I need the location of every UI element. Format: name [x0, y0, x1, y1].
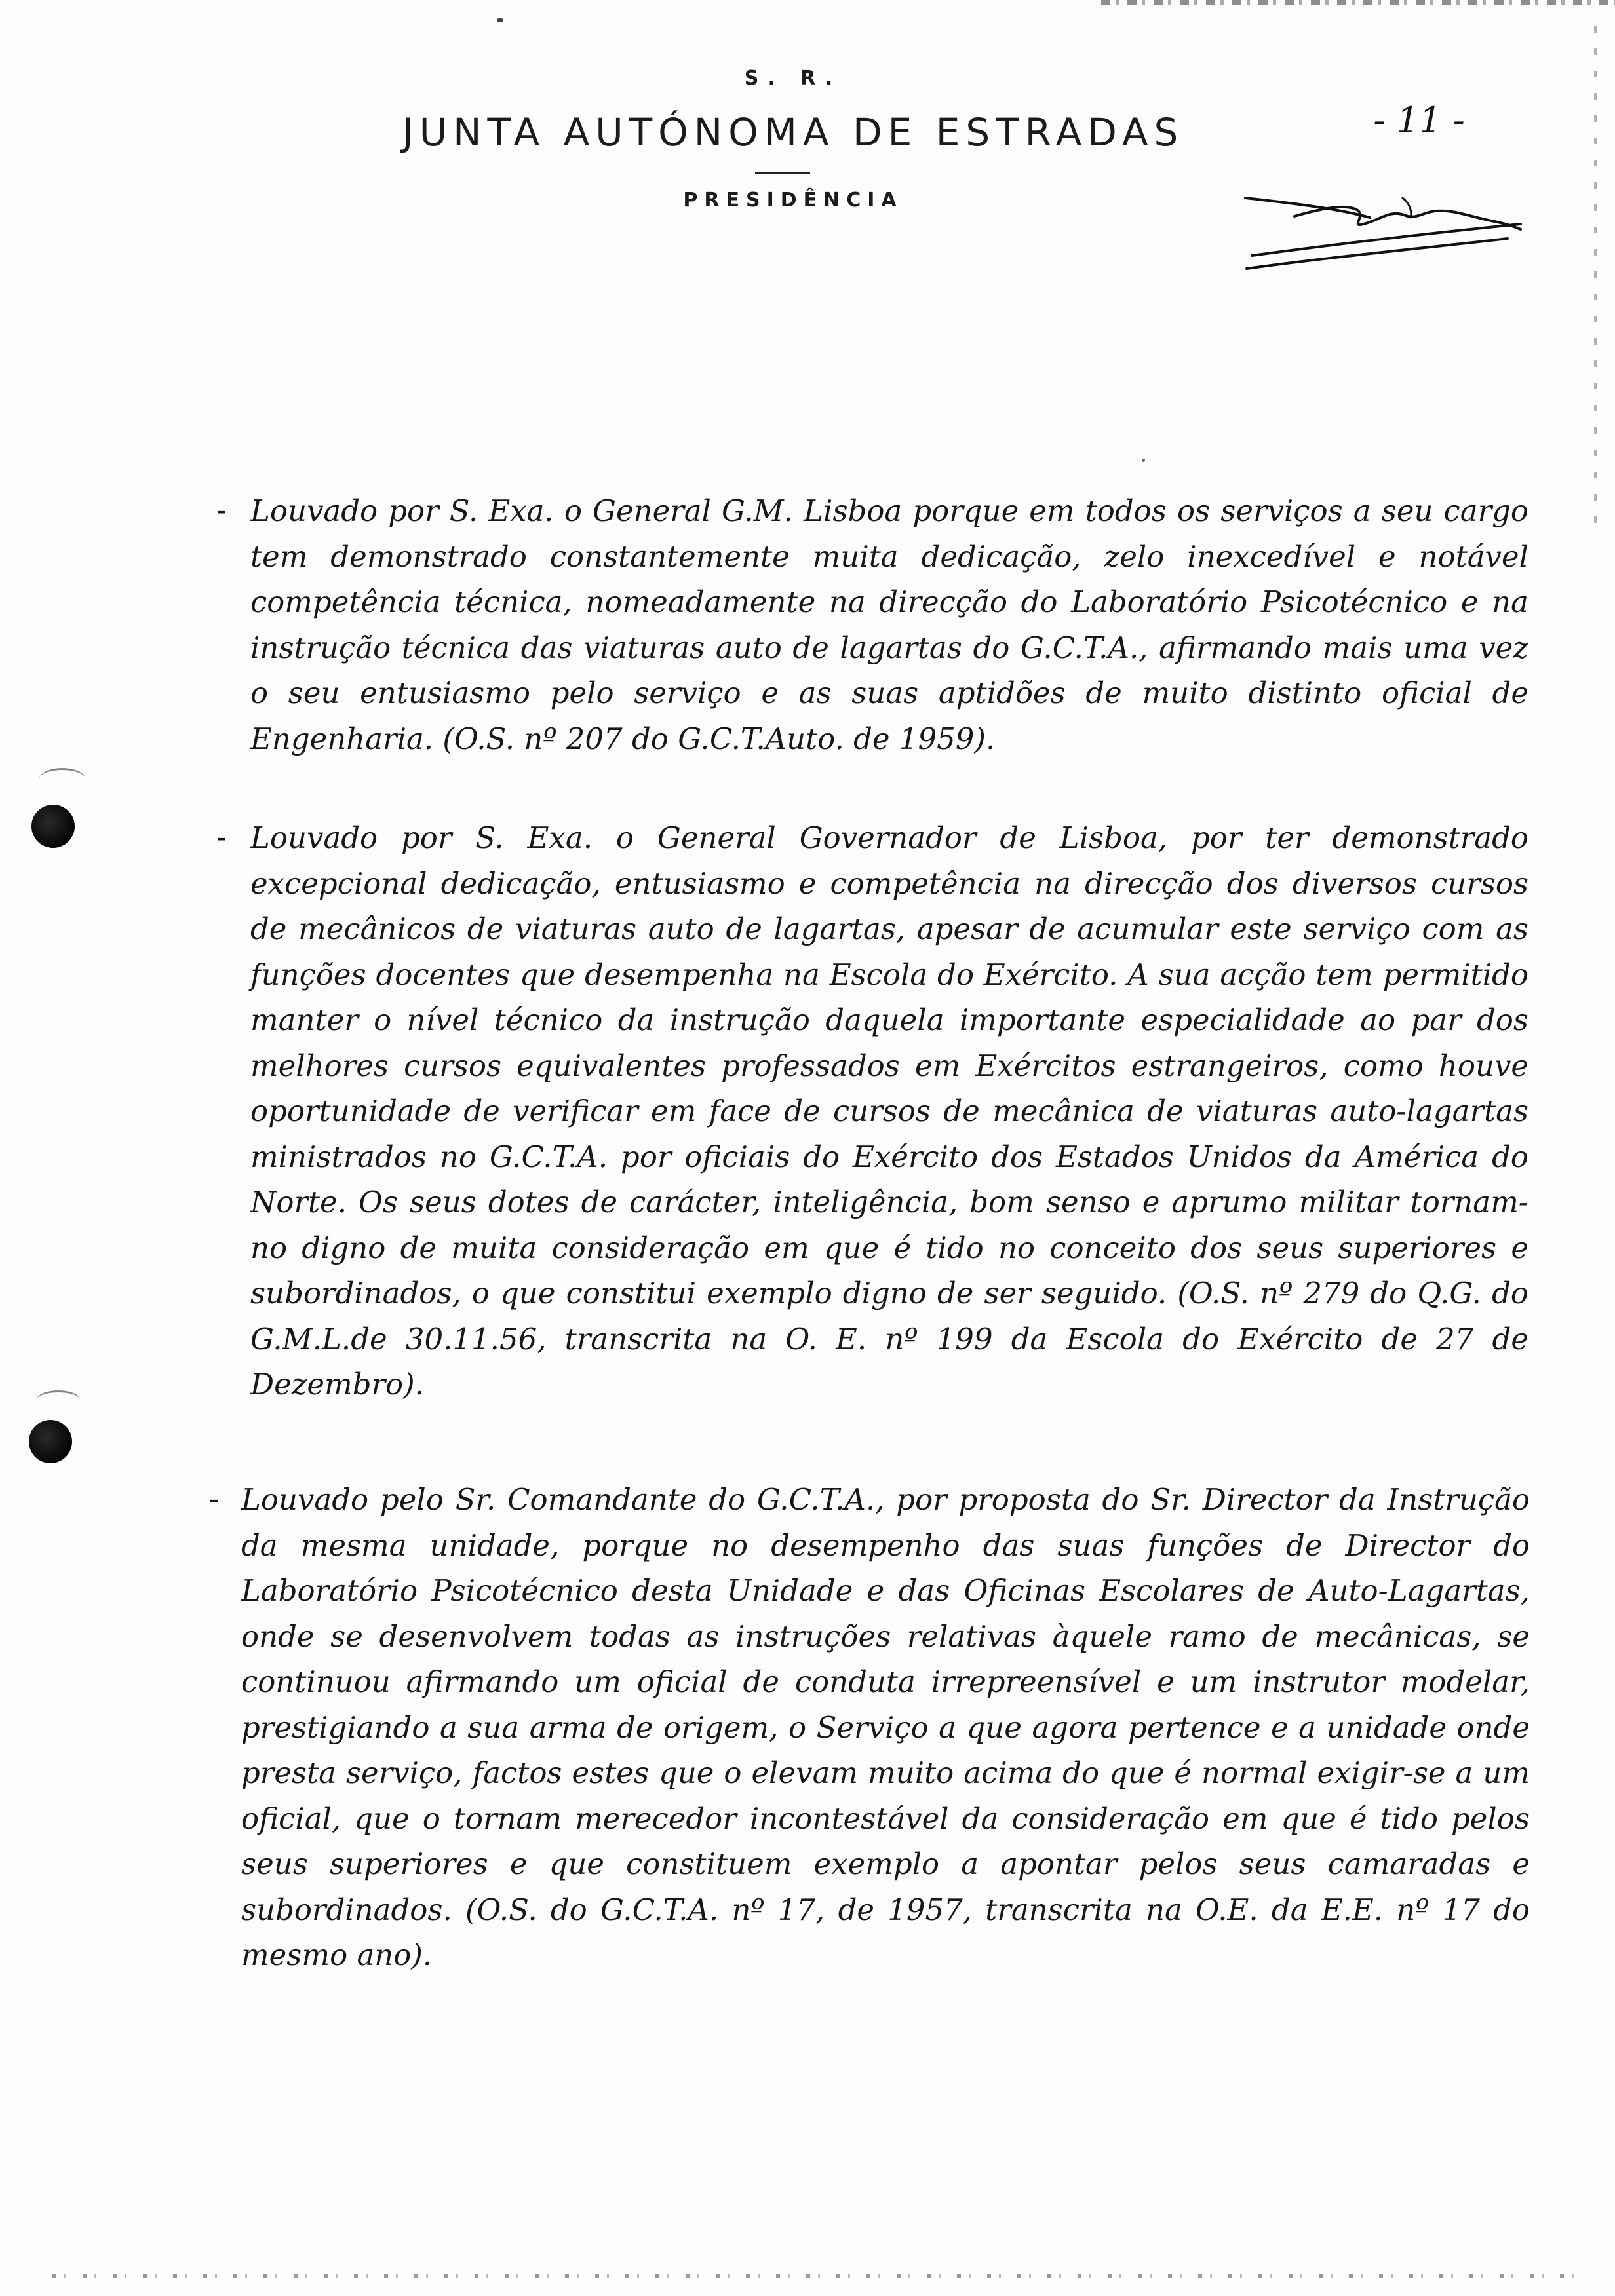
header-top-label: S. R. — [744, 67, 842, 90]
header-divider — [755, 172, 810, 174]
paragraph-bullet: - — [208, 1482, 220, 1516]
scan-right-edge-noise — [1594, 26, 1597, 537]
commendation-paragraph: Louvado por S. Exa. o General Governador de Lisboa, por ter demonstrado excepcional dedicação, entusiasmo e competência na direcção dos diversos cursos de mecânicos de viaturas auto de lagartas, apesar de acumular este serviço com as funções docentes que desempenha na Escola do Exército. A sua acção tem permitido manter o nível técnico da instrução daquela importante especialidade ao par dos melhores cursos equivalentes professados em Exércitos estrangeiros, como houve oportunidade de verificar em face de cursos de mecânica de viaturas auto-lagartas ministrados no G.C.T.A. por oficiais do Exército dos Estados Unidos da América do Norte. Os seus dotes de carácter, inteligência, bom senso e aprumo militar tornam-no digno de muita consideração em que é tido no conceito dos seus superiores e subordinados, o que constitui exemplo digno de ser seguido. (O.S. nº 279 do Q.G. do G.M.L.de 30.11.56, transcrita na O. E. nº 199 da Escola do Exército de 27 de Dezembro). — [250, 820, 1528, 1402]
hole-shadow-arc — [37, 1390, 80, 1409]
handwritten-signature — [1232, 183, 1534, 282]
scan-speck — [1142, 459, 1145, 462]
scan-bottom-edge-noise — [52, 2274, 1580, 2278]
scan-speck — [497, 18, 503, 22]
scan-top-edge-noise — [1101, 0, 1615, 5]
commendation-paragraph: Louvado por S. Exa. o General G.M. Lisboa porque em todos os serviços a seu cargo tem demonstrado constantemente muita dedicação, zelo inexcedível e notável competência técnica, nomeadamente na direcção do Laboratório Psicotécnico e na instrução técnica das viaturas auto de lagartas do G.C.T.A., afirmando mais uma vez o seu entusiasmo pelo serviço e as suas aptidões de muito distinto oficial de Engenharia. (O.S. nº 207 do G.C.T.Auto. de 1959). — [250, 493, 1528, 756]
page-number: - 11 - — [1373, 100, 1465, 141]
binder-punch-hole — [29, 1420, 72, 1463]
hole-shadow-arc — [39, 768, 85, 790]
department-name: PRESIDÊNCIA — [683, 189, 903, 212]
paragraph-bullet: - — [216, 493, 227, 527]
paragraph-bullet: - — [216, 820, 227, 854]
organization-name: JUNTA AUTÓNOMA DE ESTRADAS — [402, 110, 1184, 155]
commendation-paragraph: Louvado pelo Sr. Comandante do G.C.T.A., por proposta do Sr. Director da Instrução da mesma unidade, porque no desempenho das suas funções de Director do Laboratório Psicotécnico desta Unidade e das Oficinas Escolares de Auto-Lagartas, onde se desenvolvem todas as instruções relativas àquele ramo de mecânicas, se continuou afirmando um oficial de conduta irrepreensível e um instrutor modelar, prestigiando a sua arma de origem, o Serviço a que agora pertence e a unidade onde presta serviço, factos estes que o elevam muito acima do que é normal exigir-se a um oficial, que o tornam merecedor incontestável da consideração em que é tido pelos seus superiores e que constituem exemplo a apontar pelos seus camaradas e subordinados. (O.S. do G.C.T.A. nº 17, de 1957, transcrita na O.E. da E.E. nº 17 do mesmo ano). — [241, 1482, 1530, 1972]
binder-punch-hole — [31, 805, 75, 848]
